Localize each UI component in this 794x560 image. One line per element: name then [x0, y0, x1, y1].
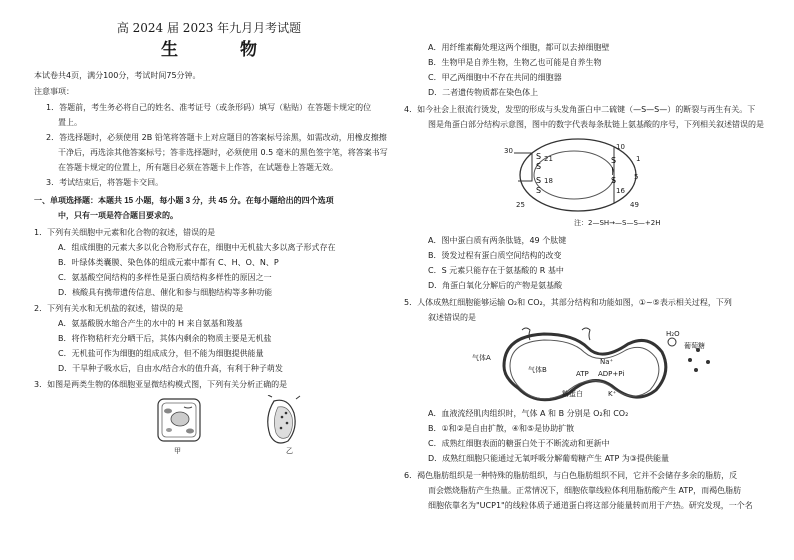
k-label: K⁺ [608, 390, 617, 398]
option: A．血液流经肌肉组织时，气体 A 和 B 分别是 O₂和 CO₂ [428, 409, 629, 418]
option: C．成熟红细胞表面的糖蛋白处于不断流动和更新中 [428, 439, 610, 448]
svg-text:S: S [536, 176, 542, 185]
question-stem-cont: 叙述错误的是 [428, 313, 476, 322]
residue-number: 10 [616, 143, 625, 151]
svg-text:S: S [536, 152, 542, 161]
question-stem: 5．人体成熟红细胞能够运输 O₂和 CO₂，其部分结构和功能如图，①~⑤表示相关过程，下列 [404, 298, 732, 307]
keratin-figure [404, 133, 776, 233]
question-stem: 1．下列有关细胞中元素和化合物的叙述，错误的是 [34, 228, 216, 237]
na-label: Na⁺ [600, 358, 614, 366]
option: D．核酸具有携带遗传信息、催化和参与细胞结构等多种功能 [58, 288, 273, 297]
subject-title: 生 物 [161, 40, 285, 60]
residue-number: 30 [504, 147, 513, 155]
figure-label-yi: 乙 [286, 447, 293, 455]
svg-text:S: S [611, 156, 617, 165]
option: B．将作物秸秆充分晒干后，其体内剩余的物质主要是无机盐 [58, 334, 272, 343]
atp-label: ATP [576, 370, 589, 378]
exam-info: 本试卷共4页，满分100分，考试时间75分钟。 [34, 71, 201, 80]
question-stem: 3．如图是两类生物的体细胞亚显微结构模式图，下列有关分析正确的是 [34, 380, 288, 389]
figure-label-jia: 甲 [174, 447, 181, 455]
option: C．氨基酸空间结构的多样性是蛋白质结构多样性的原因之一 [58, 273, 272, 282]
gas-a-label: 气体A [472, 354, 491, 362]
option: D．干旱种子吸水后，自由水/结合水的值升高，有利于种子萌发 [58, 364, 283, 373]
note-line: 干净后，再选涂其他答案标号；答非选择题时，必须使用 0.5 毫米的黑色签字笔，将答案书写 [58, 148, 388, 157]
glucose-label: 葡萄糖 [684, 342, 705, 350]
gas-b-label: 气体B [528, 366, 547, 374]
option: B．生物甲是自养生物，生物乙也可能是自养生物 [428, 58, 602, 67]
svg-text:|: | [611, 166, 614, 175]
question-stem-cont: 细胞依靠名为"UCP1"的线粒体质子通道蛋白将这部分能量转而用于产热。研究发现，一个名 [428, 501, 753, 510]
adp-label: ADP+Pi [598, 370, 625, 378]
residue-number: 16 [616, 187, 625, 195]
section-heading: 一、单项选择题：本题共 15 小题，每小题 3 分，共 45 分。在每小题给出的四个选项 [34, 196, 334, 205]
cell-diagram-illustration [34, 395, 384, 457]
option: A．氨基酸脱水缩合产生的水中的 H 来自氨基和羧基 [58, 319, 243, 328]
option: B．①和②是自由扩散，④和⑤是协助扩散 [428, 424, 575, 433]
section-heading-cont: 中，只有一项是符合题目要求的。 [58, 211, 178, 220]
question-stem-cont: 图是角蛋白部分结构示意图，图中的数字代表每条肽链上氨基酸的序号，下列相关叙述错误的是 [428, 120, 764, 129]
option: C．无机盐可作为细胞的组成成分，但不能为细胞提供能量 [58, 349, 264, 358]
option: D．成熟红细胞只能通过无氧呼吸分解葡萄糖产生 ATP 为③提供能量 [428, 454, 669, 463]
option: B．叶绿体类囊膜、染色体的组成元素中都有 C、H、O、N、P [58, 258, 279, 267]
option: D．二者遗传物质都在染色体上 [428, 88, 539, 97]
question-stem: 6．褐色脂肪组织是一种特殊的脂肪组织，与白色脂肪组织不同，它并不会储存多余的脂肪，反 [404, 471, 738, 480]
residue-number: 25 [516, 201, 525, 209]
question-stem: 2．下列有关水和无机盐的叙述，错误的是 [34, 304, 184, 313]
svg-text:S: S [611, 176, 617, 185]
glycoprotein-label: 糖蛋白 [562, 390, 583, 398]
left-column [34, 10, 388, 457]
figure-note: 注：2—SH→—S—S—+2H [574, 219, 661, 227]
option: C．S 元素只能存在于氨基酸的 R 基中 [428, 266, 564, 275]
svg-text:S: S [536, 162, 542, 171]
cell-figure [34, 395, 384, 457]
option: A．组成细胞的元素大多以化合物形式存在，细胞中无机盐大多以离子形式存在 [58, 243, 336, 252]
residue-number: 21 [544, 155, 553, 163]
residue-number: 5 [634, 173, 639, 181]
question-stem: 4．如今社会上很流行烫发，发型的形成与头发角蛋白中二硫键（—S—S—）的断裂与再生有关。下 [404, 105, 756, 114]
option: A．图中蛋白质有两条肽链，49 个肽键 [428, 236, 567, 245]
note-line: 3．考试结束后，将答题卡交回。 [46, 178, 164, 187]
option: A．用纤维素酶处理这两个细胞，都可以去掉细胞壁 [428, 43, 610, 52]
svg-text:S: S [536, 186, 542, 195]
question-stem-cont: 而会燃烧脂肪产生热量。正常情况下，细胞依靠线粒体利用脂肪酸产生 ATP，而褐色脂肪 [428, 486, 742, 495]
rbc-figure [404, 326, 776, 406]
option: C．甲乙两细胞中不存在共同的细胞器 [428, 73, 562, 82]
option: B．烫发过程有蛋白质空间结构的改变 [428, 251, 562, 260]
right-column [404, 42, 776, 512]
red-blood-cell-diagram [404, 326, 776, 406]
residue-number: 1 [636, 155, 641, 163]
note-line: 1．答题前，考生务必将自己的姓名、准考证号（或条形码）填写（粘贴）在答题卡规定的位 [46, 103, 372, 112]
notes-heading: 注意事项： [34, 87, 74, 96]
note-line: 在答题卡规定的位置上，所有题目必须在答题卡上作答，在试题卷上答题无效。 [58, 163, 338, 172]
note-line: 2．答选择题时，必须使用 2B 铅笔将答题卡上对应题目的答案标号涂黑，如需改动，用橡皮擦擦 [46, 133, 387, 142]
option: D．角蛋白氧化分解后的产物是氨基酸 [428, 281, 563, 290]
residue-number: 18 [544, 177, 553, 185]
residue-number: 49 [630, 201, 639, 209]
note-line: 置上。 [58, 118, 82, 127]
exam-title: 高 2024 届 2023 年九月月考试题 [116, 21, 302, 35]
h2o-label: H₂O [666, 330, 680, 338]
